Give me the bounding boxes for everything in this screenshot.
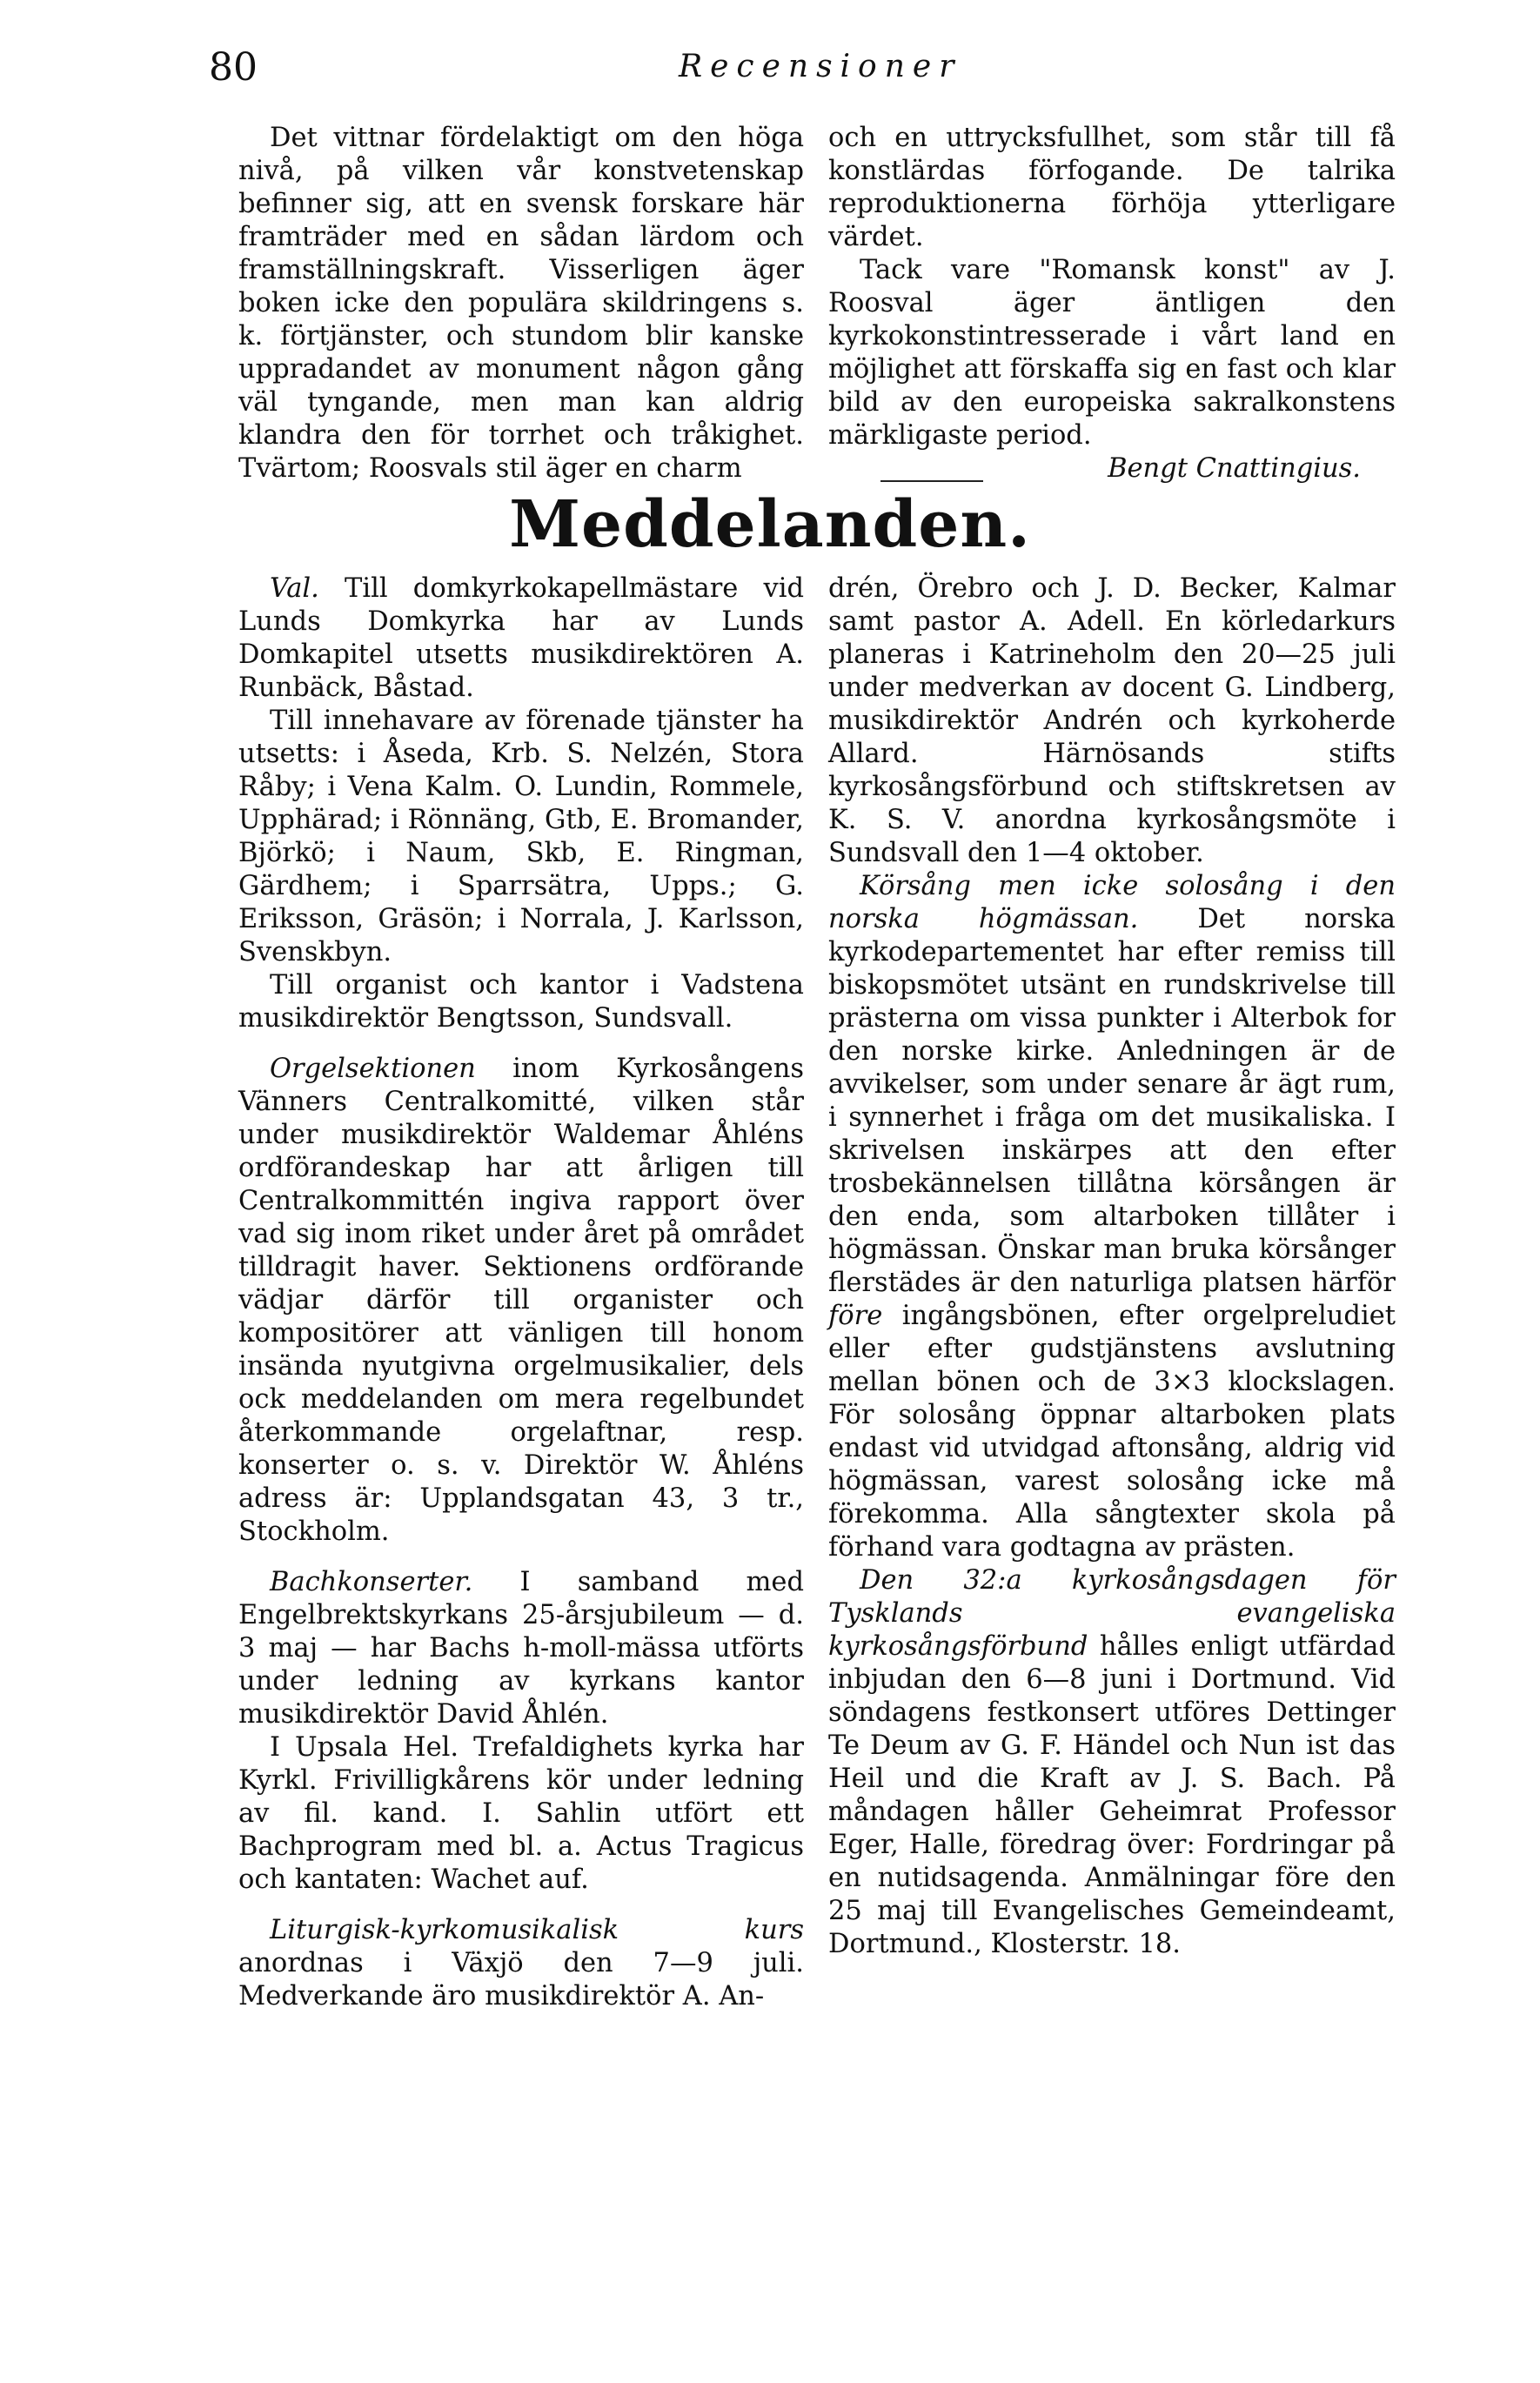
review-left-column bbox=[238, 122, 804, 485]
news-left-column bbox=[238, 572, 804, 2013]
news-item-orgel bbox=[238, 1053, 804, 1549]
news-heading: Orgelsektionen bbox=[270, 1054, 476, 1084]
review-paragraph: Tack vare "Romansk konst" av J. Roosval äger äntligen den kyrkokonstintresserade i vårt land en möjlighet att förskaffa sig en fast och klar bild av den europeiska sakralkonstens märkligaste period. bbox=[828, 255, 1396, 451]
news-item-bach bbox=[238, 1566, 804, 1731]
news-text: inom Kyrkosångens Vänners Centralkomitté, vilken står under musikdirektör Waldemar Åhléns ordförandeskap har att årligen till Centralkommittén ingiva rapport över vad sig inom riket under året på området tilldragit haver. Sektionens ordförande vädjar därför till organister och kompositörer att vänligen till honom insända nyutgivna orgelmusikalier, dels ock meddelanden om mera regelbundet återkommande orgelaftnar, resp. konserter o. s. v. Direktör W. Åhléns adress är: Upplandsgatan 43, 3 tr., Stockholm. bbox=[238, 1054, 804, 1547]
news-paragraph: I Upsala Hel. Trefaldighets kyrka har Kyrkl. Frivilligkårens kör under ledning av fil. kand. I. Sahlin utfört ett Bachprogram med bl. a. Actus Tragicus och kantaten: Wachet auf. bbox=[238, 1732, 804, 1895]
news-text: hålles enligt utfärdad inbjudan den 6—8 juni i Dortmund. Vid söndagens festkonsert utföres Dettinger Te Deum av G. F. Händel och Nun ist das Heil und die Kraft av J. S. Bach. På måndagen håller Geheimrat Professor Eger, Halle, föredrag över: Fordringar på en nutidsagenda. Anmälningar före den 25 maj till Evangelisches Gemeindeamt, Dortmund., Klosterstr. 18. bbox=[828, 1631, 1396, 1959]
news-heading: Val. bbox=[270, 573, 319, 604]
news-heading: Körsång men icke solosång i den norska högmässan. bbox=[828, 871, 1396, 934]
news-paragraph: drén, Örebro och J. D. Becker, Kalmar samt pastor A. Adell. En körledarkurs planeras i Katrineholm den 20—25 juli under medverkan av docent G. Lindberg, musikdirektör Andrén och kyrkoherde Allard. Härnösands stifts kyrkosångsförbund och stiftskretsen av K. S. V. anordna kyrkosångsmöte i Sundsvall den 1—4 oktober. bbox=[828, 573, 1396, 868]
page-number: 80 bbox=[209, 45, 258, 90]
news-item-val bbox=[238, 572, 804, 705]
news-text: anordnas i Växjö den 7—9 juli. Medverkande äro musikdirektör A. An- bbox=[238, 1948, 804, 2011]
news-item-korsang bbox=[828, 870, 1396, 1564]
news-heading: Den 32:a kyrkosångsdagen för Tysklands evangeliska kyrkosångsförbund bbox=[828, 1565, 1396, 1662]
news-emphasis: före bbox=[828, 1301, 883, 1331]
news-right-column bbox=[828, 572, 1396, 1961]
news-text: Det norska kyrkodepartementet har efter remiss till biskopsmötet utsänt en rundskrivelse till prästerna om vissa punkter i Alterbok for den norske kirke. Anledningen är de avvikelser, som under senare år ägt rum, i synnerhet i fråga om det musikaliska. I skrivelsen inskärpes att den efter trosbekännelsen tillåtna körsången är den enda, som altarboken tillåter i högmässan. Önskar man bruka körsånger flerstädes är den naturliga platsen härför bbox=[828, 904, 1396, 1298]
news-heading: Liturgisk-kyrkomusikalisk kurs bbox=[270, 1915, 804, 1945]
news-text: I samband med Engelbrektskyrkans 25-årsjubileum — d. 3 maj — har Bachs h-moll-mässa utförts under ledning av kyrkans kantor musikdirektör David Åhlén. bbox=[238, 1567, 804, 1730]
review-signature: Bengt Cnattingius. bbox=[1108, 453, 1361, 484]
review-right-column bbox=[828, 122, 1396, 485]
news-item-kyrkosangsdag bbox=[828, 1564, 1396, 1961]
review-paragraph: Det vittnar fördelaktigt om den höga nivå, på vilken vår konstvetenskap befinner sig, att en svensk forskare här framträder med en sådan lärdom och framställningskraft. Visserligen äger boken icke den populära skildringens s. k. förtjänster, och stundom blir kanske uppradandet av monument någon gång väl tyngande, men man kan aldrig klandra den för torrhet och tråkighet. Tvärtom; Roosvals stil äger en charm bbox=[238, 123, 804, 484]
section-title: Meddelanden. bbox=[509, 487, 1031, 562]
news-item-liturg bbox=[238, 1914, 804, 2013]
news-text: ingångsbönen, efter orgelpreludiet eller efter gudstjänstens avslutning mellan bönen och de 3×3 klockslagen. För solosång öppnar altarboken plats endast vid utvidgad aftonsång, aldrig vid högmässan, varest solosång icke må förekomma. Alla sångtexter skola på förhand vara godtagna av prästen. bbox=[828, 1301, 1396, 1563]
review-paragraph: och en uttrycksfullhet, som står till få konstlärdas förfogande. De talrika reproduktionerna förhöja ytterligare värdet. bbox=[828, 123, 1396, 252]
page-header bbox=[0, 45, 1540, 97]
divider-rule bbox=[880, 480, 983, 482]
news-text: Till domkyrkokapellmästare vid Lunds Domkyrka har av Lunds Domkapitel utsetts musikdirektören A. Runbäck, Båstad. bbox=[238, 573, 804, 703]
news-paragraph: Till innehavare av förenade tjänster ha utsetts: i Åseda, Krb. S. Nelzén, Stora Råby; i Vena Kalm. O. Lundin, Rommele, Upphärad; i Rönnäng, Gtb, E. Bromander, Björkö; i Naum, Skb, E. Ringman, Gärdhem; i Sparrsätra, Upps.; G. Eriksson, Gräsön; i Norrala, J. Karlsson, Svenskbyn. bbox=[238, 706, 804, 967]
news-heading: Bachkonserter. bbox=[270, 1567, 473, 1597]
running-head: Recensioner bbox=[679, 49, 962, 84]
news-paragraph: Till organist och kantor i Vadstena musikdirektör Bengtsson, Sundsvall. bbox=[238, 970, 804, 1034]
